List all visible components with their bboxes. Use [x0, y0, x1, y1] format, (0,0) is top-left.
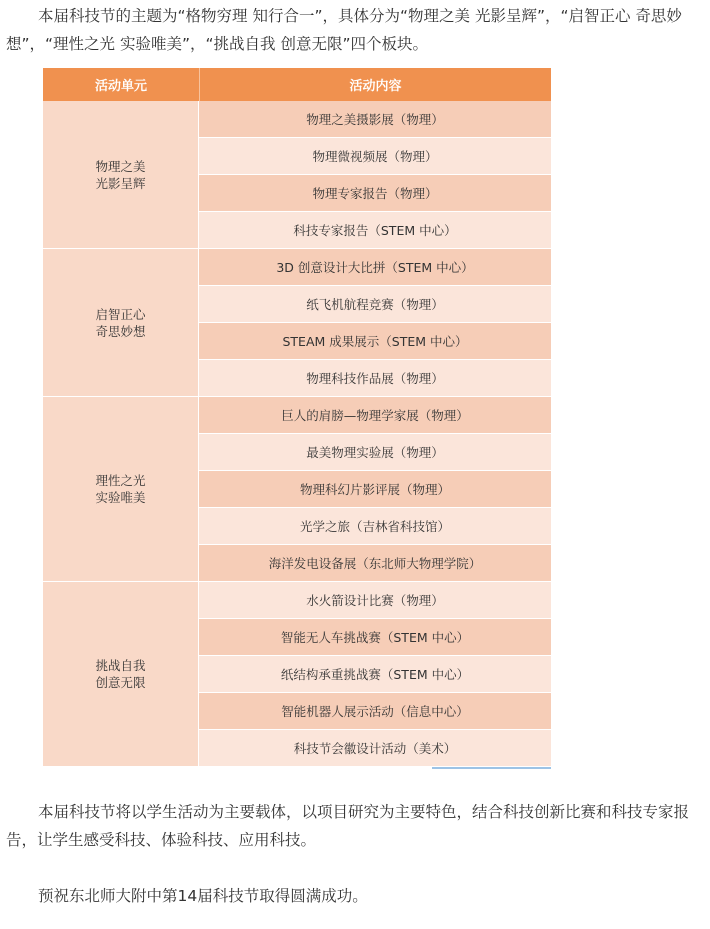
intro-paragraph: 本届科技节的主题为“格物穷理 知行合一”，具体分为“物理之美 光影呈辉”，“启智正心 奇思妙想”，“理性之光 实验唯美”，“挑战自我 创意无限”四个板块。	[6, 7, 682, 53]
table-group	[43, 581, 551, 766]
unit-name-line: 实验唯美	[95, 490, 146, 505]
table-row: 3D 创意设计大比拼（STEM 中心）	[199, 249, 551, 285]
unit-name-line: 物理之美	[95, 158, 146, 174]
unit-cell	[43, 397, 199, 581]
table-row: 智能机器人展示活动（信息中心）	[199, 692, 551, 729]
table-row: 巨人的肩膀—物理学家展（物理）	[199, 397, 551, 433]
unit-name-line: 理性之光	[95, 473, 146, 488]
header-content: 活动内容	[349, 79, 402, 94]
table-header	[43, 68, 551, 101]
unit-cell	[43, 249, 199, 396]
table-row: 物理科幻片影评展（物理）	[199, 470, 551, 507]
table-row: 科技节会徽设计活动（美术）	[199, 729, 551, 766]
table-group	[43, 101, 551, 248]
table-row: 最美物理实验展（物理）	[199, 433, 551, 470]
table-row: 智能无人车挑战赛（STEM 中心）	[199, 618, 551, 655]
table-row: 物理微视频展（物理）	[199, 137, 551, 174]
table-group	[43, 248, 551, 396]
table-row: 物理专家报告（物理）	[199, 174, 551, 211]
unit-cell	[43, 582, 199, 766]
table-underline	[432, 767, 551, 769]
unit-name-line: 挑战自我	[95, 658, 146, 673]
unit-name-line: 启智正心	[95, 306, 146, 322]
table-row: 光学之旅（吉林省科技馆）	[199, 507, 551, 544]
table-row: 纸飞机航程竞赛（物理）	[199, 285, 551, 322]
table-row: 物理科技作品展（物理）	[199, 359, 551, 396]
table-row: 水火箭设计比赛（物理）	[199, 582, 551, 618]
table-group	[43, 396, 551, 581]
header-unit: 活动单元	[43, 68, 200, 101]
closing-paragraph: 预祝东北师大附中第14届科技节取得圆满成功。	[38, 887, 368, 905]
body-paragraph: 本届科技节将以学生活动为主要载体，以项目研究为主要特色，结合科技创新比赛和科技专家报告，让学生感受科技、体验科技、应用科技。	[6, 803, 690, 849]
activity-table	[43, 68, 551, 766]
table-row: 海洋发电设备展（东北师大物理学院）	[199, 544, 551, 581]
unit-cell	[43, 101, 199, 248]
table-row: STEAM 成果展示（STEM 中心）	[199, 322, 551, 359]
unit-name-line: 创意无限	[95, 675, 146, 690]
table-row: 科技专家报告（STEM 中心）	[199, 211, 551, 248]
unit-name-line: 奇思妙想	[95, 323, 146, 339]
table-row: 纸结构承重挑战赛（STEM 中心）	[199, 655, 551, 692]
unit-name-line: 光影呈辉	[95, 175, 146, 191]
table-row: 物理之美摄影展（物理）	[199, 101, 551, 137]
